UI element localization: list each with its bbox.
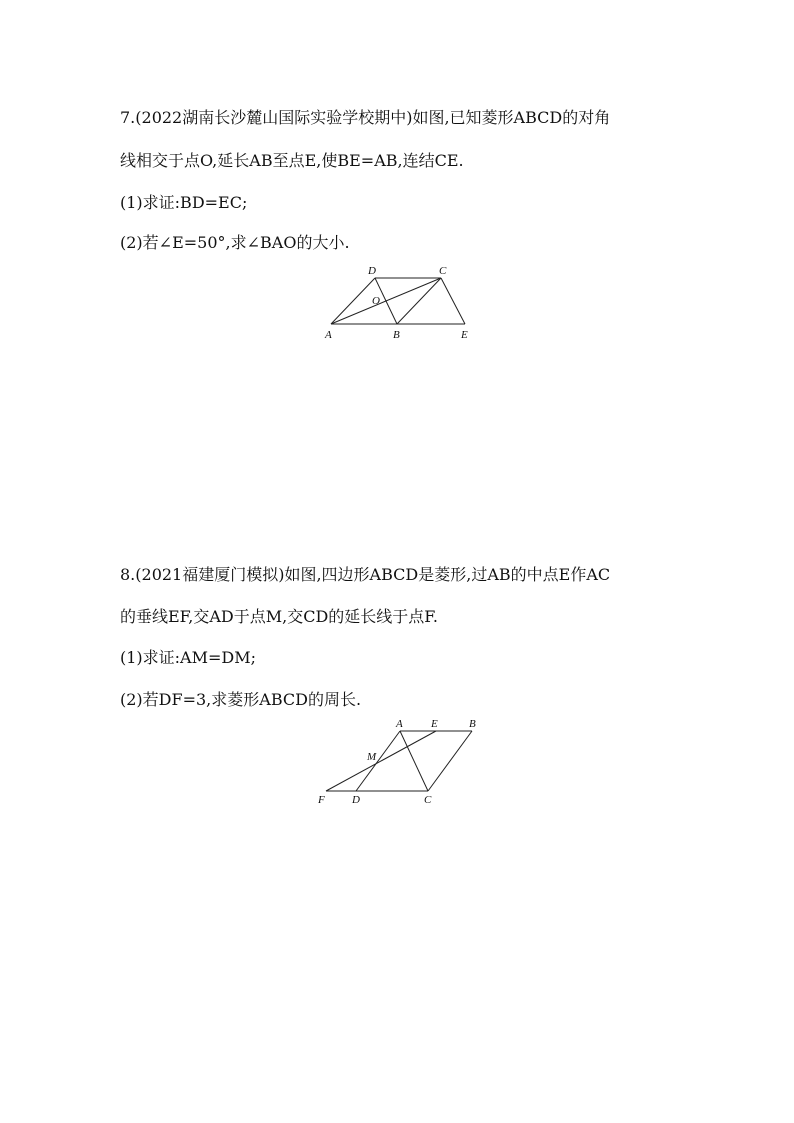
q7-seg-da — [331, 278, 375, 324]
q8-label-a: A — [396, 718, 403, 730]
q7-label-a: A — [325, 329, 332, 341]
q7-figure — [315, 262, 485, 348]
q7-label-d: D — [368, 265, 376, 277]
q8-figure — [310, 714, 500, 810]
q8-label-m: M — [367, 751, 377, 763]
q7-label-e: E — [461, 329, 468, 341]
q8-line1: 8.(2021福建厦门模拟)如图,四边形ABCD是菱形,过AB的中点E作AC — [120, 565, 611, 584]
q8-label-f: F — [318, 794, 325, 806]
q8-seg-bc — [428, 731, 472, 791]
q8-seg-ac — [400, 731, 428, 791]
q8-part2: (2)若DF=3,求菱形ABCD的周长. — [120, 690, 362, 709]
q7-part2: (2)若∠E=50°,求∠BAO的大小. — [120, 233, 350, 252]
q7-line1: 7.(2022湖南长沙麓山国际实验学校期中)如图,已知菱形ABCD的对角 — [120, 108, 611, 127]
q8-label-b: B — [469, 718, 476, 730]
q7-label-c: C — [439, 265, 447, 277]
q8-label-c: C — [424, 794, 432, 806]
q7-seg-ce — [441, 278, 465, 324]
q7-label-o: O — [372, 295, 380, 307]
q7-line2: 线相交于点O,延长AB至点E,使BE=AB,连结CE. — [120, 151, 464, 170]
q8-label-d: D — [352, 794, 360, 806]
q8-seg-fe — [326, 731, 436, 791]
q8-seg-ad — [356, 731, 400, 791]
q8-label-e: E — [431, 718, 438, 730]
q8-line2: 的垂线EF,交AD于点M,交CD的延长线于点F. — [120, 607, 438, 626]
q7-seg-cb — [397, 278, 441, 324]
q8-part1: (1)求证:AM=DM; — [120, 648, 257, 667]
q7-part1: (1)求证:BD=EC; — [120, 193, 248, 212]
q7-label-b: B — [393, 329, 400, 341]
